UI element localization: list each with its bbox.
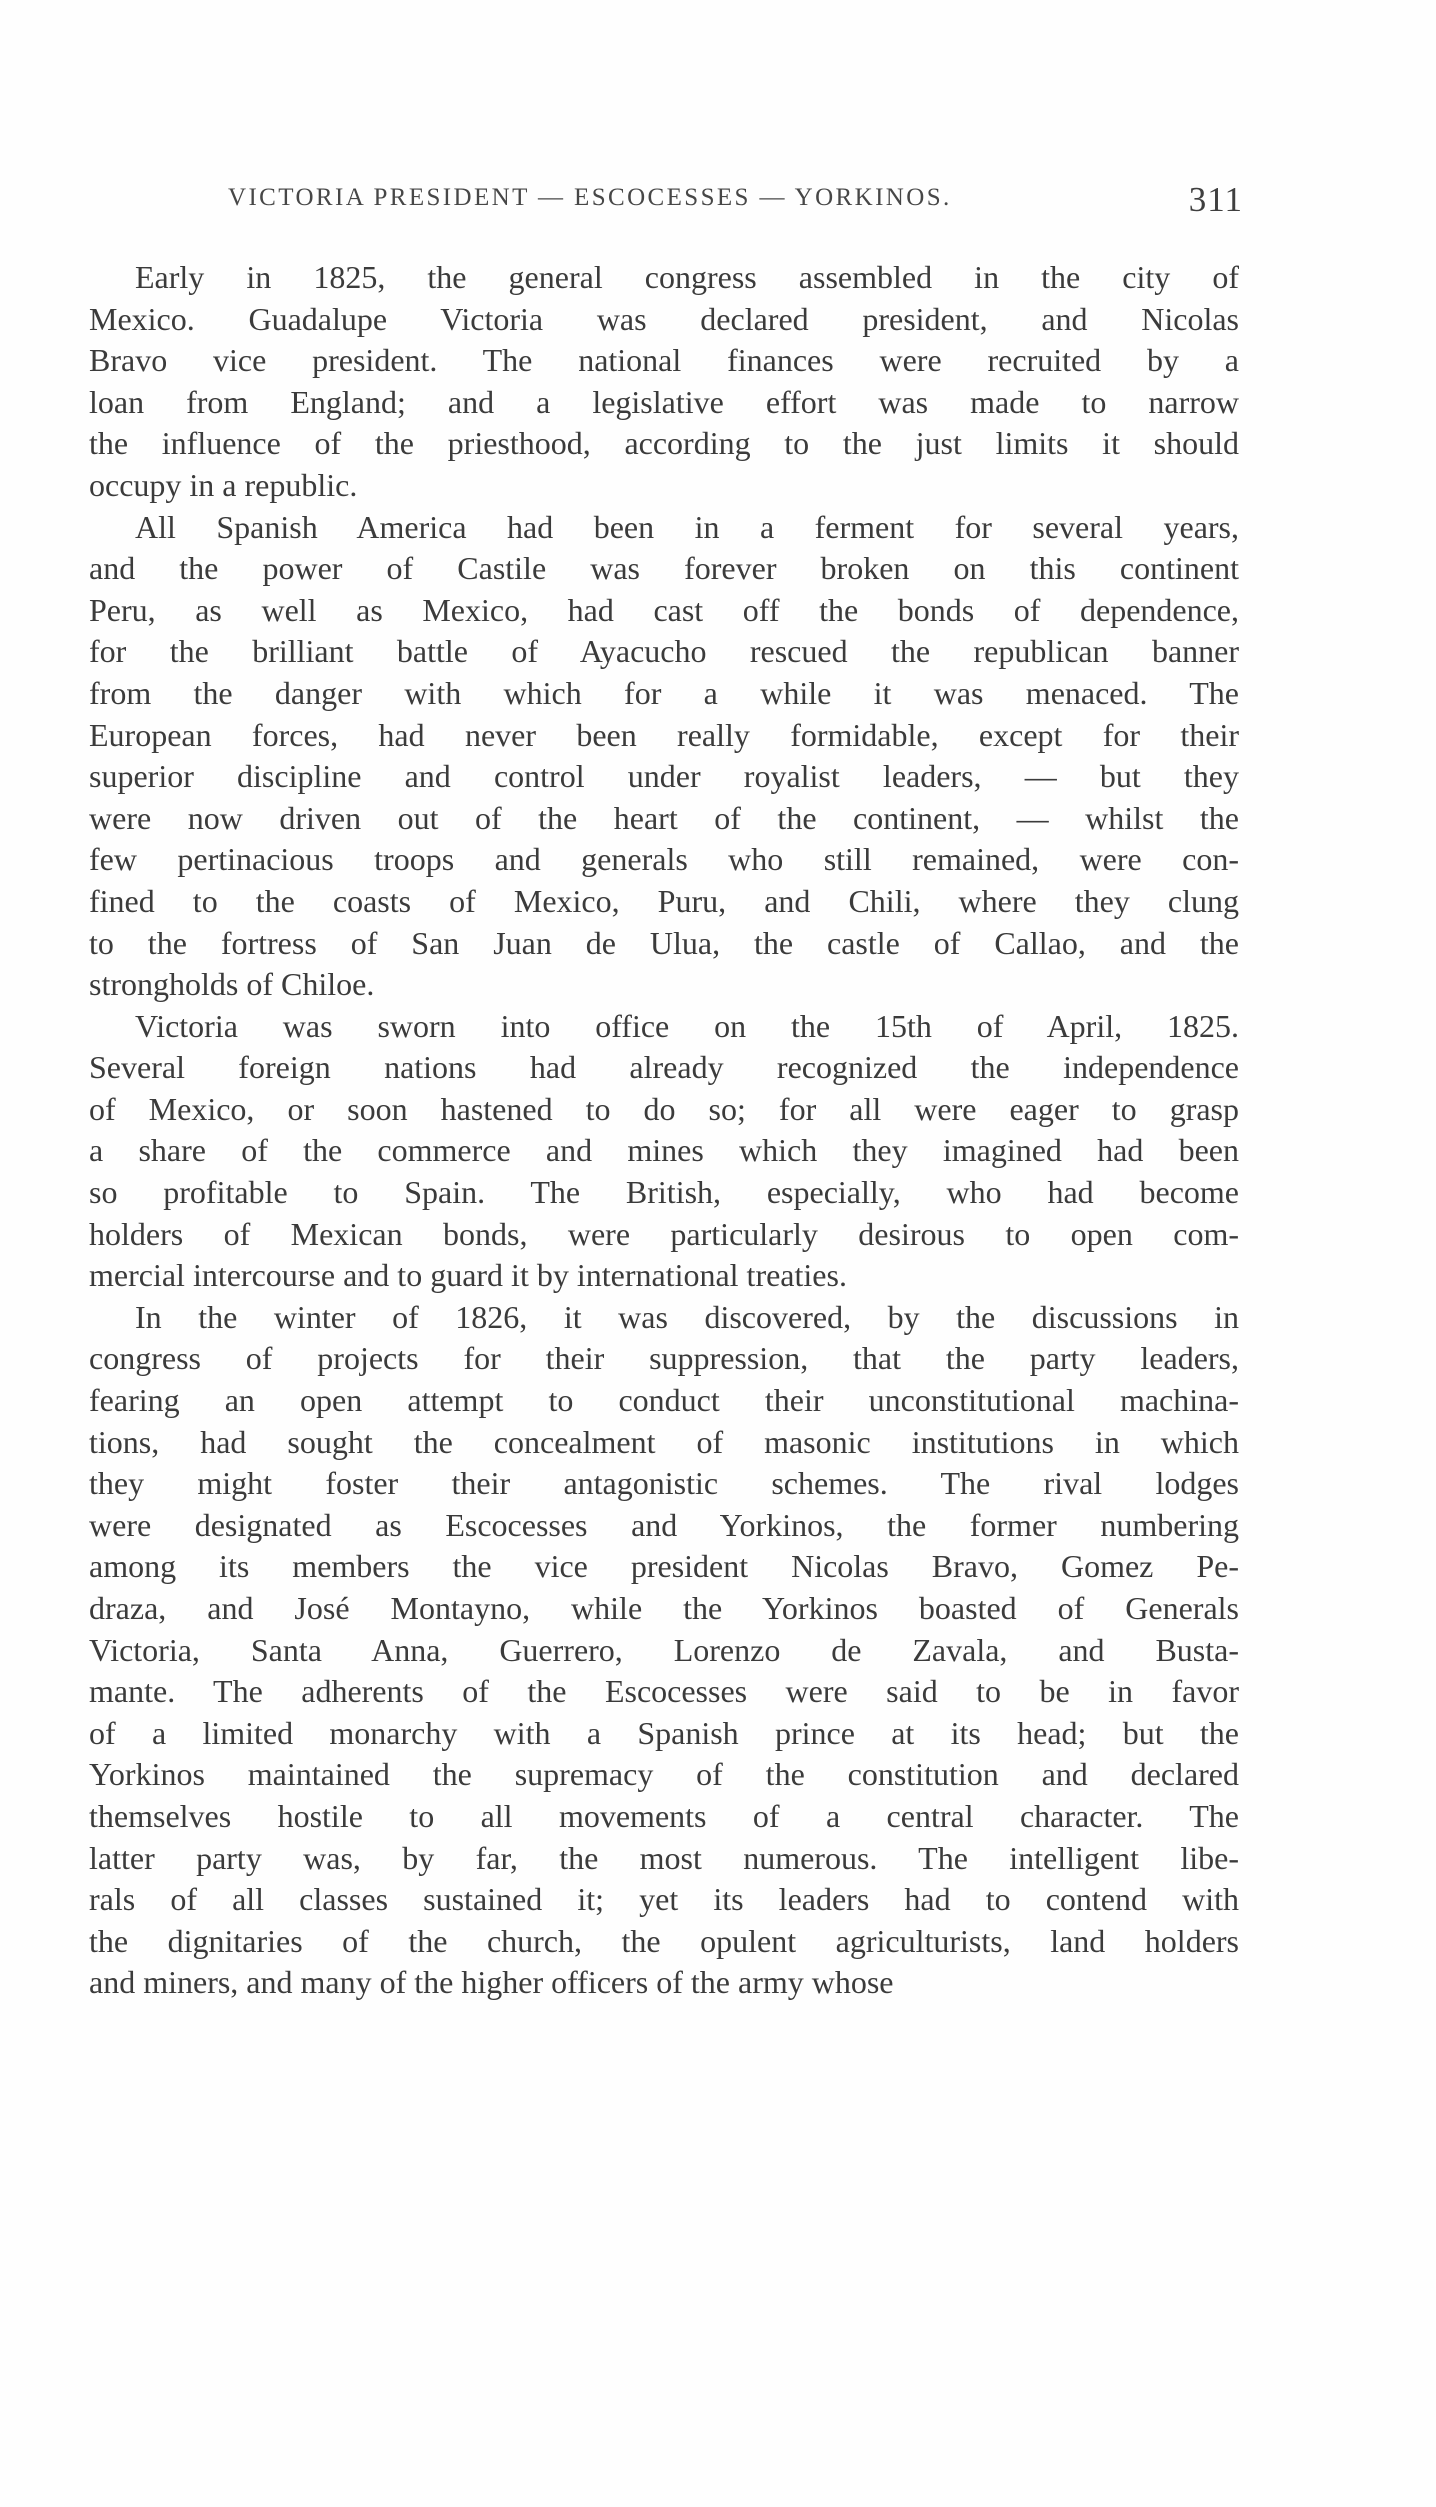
text-line: and miners, and many of the higher officers of the army whose: [89, 1964, 894, 2001]
running-head: [228, 180, 1243, 228]
text-line: loan from England; and a legislative effort was made to narrow: [89, 383, 1239, 420]
text-line: few pertinacious troops and generals who still remained, were con-: [89, 841, 1239, 878]
text-line: for the brilliant battle of Ayacucho rescued the republican banner: [89, 633, 1239, 670]
text-line: so profitable to Spain. The British, especially, who had become: [89, 1174, 1239, 1211]
text-line: Several foreign nations had already recognized the independence: [89, 1049, 1239, 1086]
text-line: mante. The adherents of the Escocesses were said to be in favor: [89, 1673, 1239, 1710]
text-line: the dignitaries of the church, the opulent agriculturists, land holders: [89, 1922, 1239, 1959]
text-line: among its members the vice president Nicolas Bravo, Gomez Pe-: [89, 1548, 1239, 1585]
text-line: mercial intercourse and to guard it by international treaties.: [89, 1257, 847, 1294]
text-line: were designated as Escocesses and Yorkinos, the former numbering: [89, 1506, 1239, 1543]
text-line: occupy in a republic.: [89, 466, 358, 503]
page-number: 311: [1188, 180, 1243, 219]
text-line: they might foster their antagonistic schemes. The rival lodges: [89, 1465, 1239, 1502]
text-line: latter party was, by far, the most numerous. The intelligent libe-: [89, 1839, 1239, 1876]
text-line: congress of projects for their suppression, that the party leaders,: [89, 1340, 1239, 1377]
text-line: Yorkinos maintained the supremacy of the constitution and declared: [89, 1756, 1239, 1793]
text-line: holders of Mexican bonds, were particularly desirous to open com-: [89, 1215, 1239, 1252]
text-line: to the fortress of San Juan de Ulua, the castle of Callao, and the: [89, 924, 1239, 961]
text-line: tions, had sought the concealment of masonic institutions in which: [89, 1423, 1239, 1460]
text-line: Bravo vice president. The national finances were recruited by a: [89, 342, 1239, 379]
text-line: superior discipline and control under royalist leaders, — but they: [89, 758, 1239, 795]
text-line: fearing an open attempt to conduct their unconstitutional machina-: [89, 1382, 1239, 1419]
text-line: Early in 1825, the general congress assembled in the city of: [135, 259, 1239, 295]
text-line: and the power of Castile was forever broken on this continent: [89, 550, 1239, 587]
text-line: In the winter of 1826, it was discovered, by the discussions in: [135, 1298, 1239, 1335]
text-line: Victoria, Santa Anna, Guerrero, Lorenzo de Zavala, and Busta-: [89, 1631, 1239, 1668]
text-line: themselves hostile to all movements of a central character. The: [89, 1797, 1239, 1834]
running-title: VICTORIA PRESIDENT — ESCOCESSES — YORKINOS.: [228, 184, 952, 211]
text-line: fined to the coasts of Mexico, Puru, and Chili, where they clung: [89, 882, 1239, 919]
text-line: strongholds of Chiloe.: [89, 966, 375, 1003]
text-line: from the danger with which for a while it was menaced. The: [89, 674, 1239, 711]
text-line: a share of the commerce and mines which they imagined had been: [89, 1132, 1239, 1169]
text-line: European forces, had never been really formidable, except for their: [89, 716, 1239, 753]
text-line: Peru, as well as Mexico, had cast off the bonds of dependence,: [89, 591, 1239, 628]
text-line: Mexico. Guadalupe Victoria was declared president, and Nicolas: [89, 300, 1239, 337]
text-line: rals of all classes sustained it; yet its leaders had to contend with: [89, 1881, 1239, 1918]
text-line: of a limited monarchy with a Spanish prince at its head; but the: [89, 1714, 1239, 1751]
body-text: [89, 257, 1239, 2004]
text-line: All Spanish America had been in a ferment for several years,: [135, 508, 1239, 545]
text-line: draza, and José Montayno, while the Yorkinos boasted of Generals: [89, 1590, 1239, 1626]
text-line: were now driven out of the heart of the continent, — whilst the: [89, 799, 1239, 836]
text-line: the influence of the priesthood, according to the just limits it should: [89, 425, 1239, 462]
text-line: Victoria was sworn into office on the 15th of April, 1825.: [135, 1007, 1239, 1044]
text-line: of Mexico, or soon hastened to do so; for all were eager to grasp: [89, 1090, 1239, 1127]
